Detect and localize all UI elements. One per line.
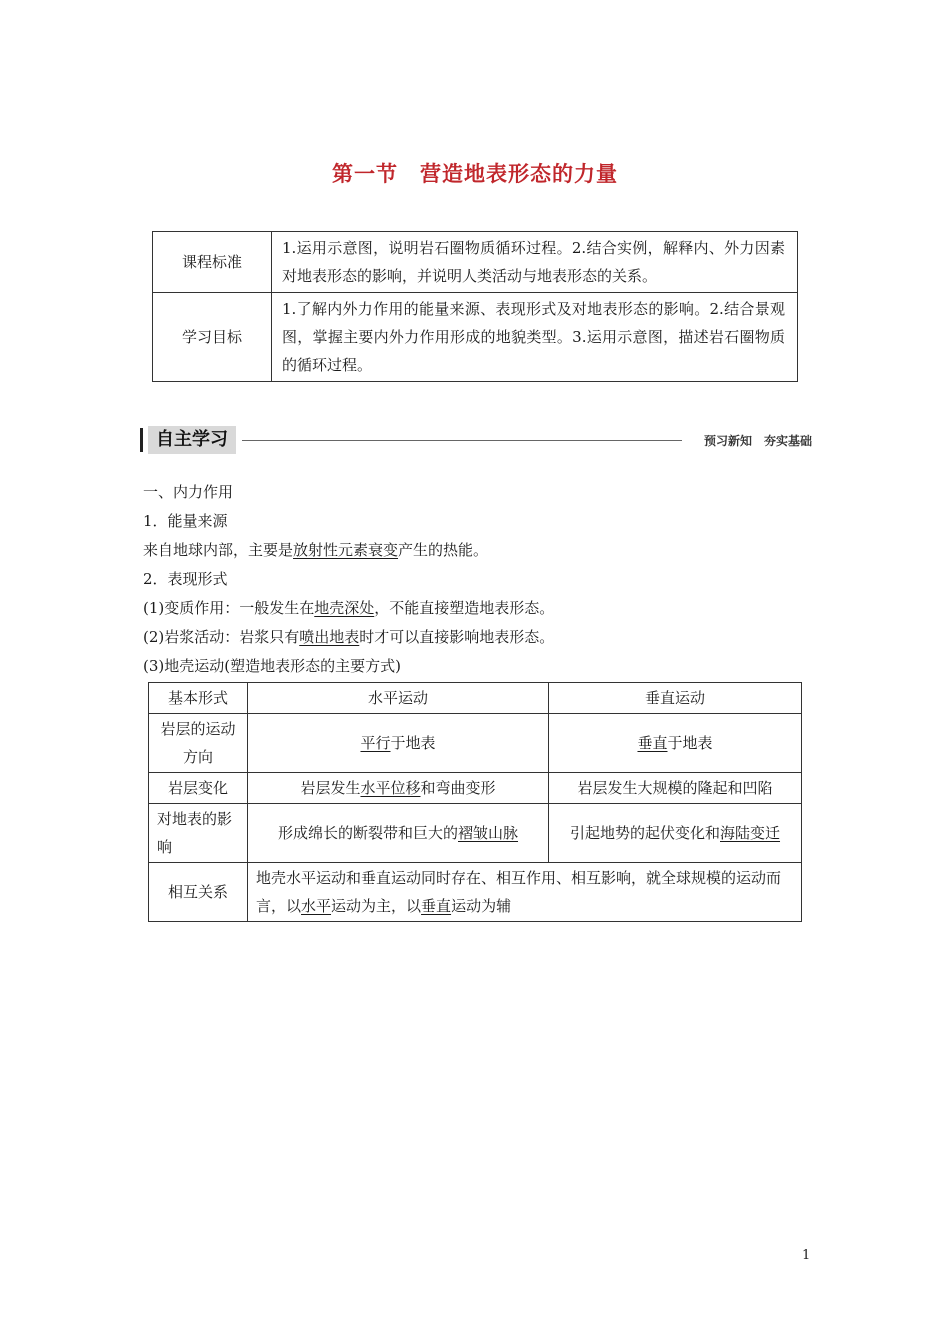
row-label: 对地表的影响 <box>149 804 248 863</box>
table-row <box>149 714 802 773</box>
paragraph-crustal-movement: (3)地壳运动(塑造地表形态的主要方式) <box>143 657 401 675</box>
row-label: 相互关系 <box>149 863 248 922</box>
answer-blank: 平行 <box>360 734 391 752</box>
paragraph-magma <box>143 623 813 652</box>
text: ，不能直接塑造地表形态。 <box>374 599 555 617</box>
page-number: 1 <box>802 1248 811 1263</box>
table-row <box>153 232 798 293</box>
header-cell: 水平运动 <box>248 683 549 714</box>
text: 来自地球内部，主要是 <box>143 541 294 559</box>
text: 引起地势的起伏变化和 <box>569 824 720 842</box>
paragraph-metamorphism <box>143 594 813 623</box>
table-row <box>149 773 802 804</box>
page-title: 第一节 营造地表形态的力量 <box>332 162 618 186</box>
answer-blank: 喷出地表 <box>299 628 360 646</box>
answer-blank: 放射性元素衰变 <box>293 541 399 559</box>
objectives-text: 1.了解内外力作用的能量来源、表现形式及对地表形态的影响。2.结合景观图，掌握主要内外力作用形成的地貌类型。3.运用示意图，描述岩石圈物质的循环过程。 <box>272 293 798 382</box>
crustal-movement-table <box>148 682 802 922</box>
body-content <box>143 478 813 681</box>
section-title: 自主学习 <box>148 426 236 454</box>
text: 岩层发生 <box>300 779 361 797</box>
table-cell <box>549 714 802 773</box>
text: (1)变质作用：一般发生在 <box>143 599 315 617</box>
table-row <box>153 293 798 382</box>
table-cell: 岩层发生大规模的隆起和凹陷 <box>549 773 802 804</box>
answer-blank: 垂直 <box>637 734 668 752</box>
answer-blank: 水平位移 <box>360 779 421 797</box>
answer-blank: 地壳深处 <box>314 599 375 617</box>
table-cell <box>248 804 549 863</box>
text: 运动为主，以 <box>331 897 422 915</box>
text: 运动为辅 <box>451 897 512 915</box>
table-cell <box>549 804 802 863</box>
answer-blank: 垂直 <box>421 897 452 915</box>
paragraph-energy <box>143 536 813 565</box>
table-header-row <box>149 683 802 714</box>
answer-blank: 褶皱山脉 <box>458 824 519 842</box>
text: 于地表 <box>667 734 713 752</box>
section-header <box>140 426 812 454</box>
text: 和弯曲变形 <box>420 779 496 797</box>
text: 形成绵长的断裂带和巨大的 <box>277 824 458 842</box>
row-label: 岩层的运动方向 <box>149 714 248 773</box>
table-row <box>149 863 802 922</box>
header-cell: 基本形式 <box>149 683 248 714</box>
section-bar <box>140 428 143 452</box>
table-cell <box>248 714 549 773</box>
text: (2)岩浆活动：岩浆只有 <box>143 628 300 646</box>
heading-forms: 2．表现形式 <box>143 570 228 588</box>
row-label: 岩层变化 <box>149 773 248 804</box>
objectives-label: 学习目标 <box>153 293 272 382</box>
table-cell <box>248 863 802 922</box>
section-subtitle: 预习新知 夯实基础 <box>703 434 812 448</box>
header-cell: 垂直运动 <box>549 683 802 714</box>
table-row <box>149 804 802 863</box>
answer-blank: 水平 <box>301 897 332 915</box>
text: 产生的热能。 <box>398 541 489 559</box>
standards-text: 1.运用示意图，说明岩石圈物质循环过程。2.结合实例，解释内、外力因素对地表形态的影响，并说明人类活动与地表形态的关系。 <box>272 232 798 293</box>
text: 地壳水平运动和垂直运动同时存在、相互作用、相互影响，就全球规模的运动而言，以 <box>256 869 782 915</box>
answer-blank: 海陆变迁 <box>720 824 781 842</box>
text: 时才可以直接影响地表形态。 <box>359 628 555 646</box>
standards-label: 课程标准 <box>153 232 272 293</box>
section-divider <box>242 440 682 441</box>
table-cell <box>248 773 549 804</box>
text: 于地表 <box>390 734 436 752</box>
heading-energy-source: 1．能量来源 <box>143 512 228 530</box>
heading-internal-force: 一、内力作用 <box>143 483 234 501</box>
course-standards-table <box>152 231 798 382</box>
